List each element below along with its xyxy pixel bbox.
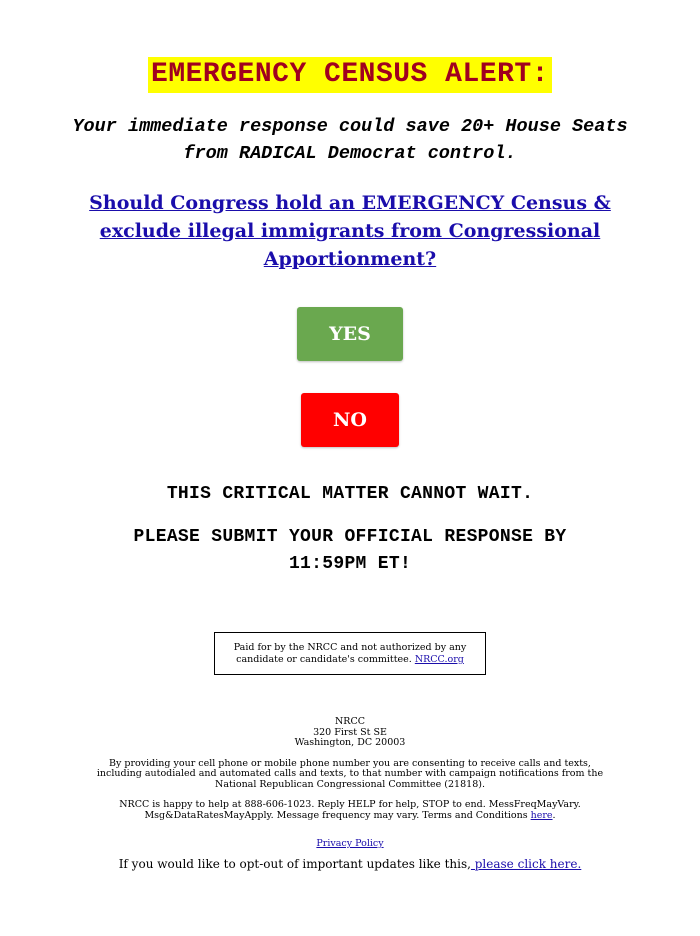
- paid-for-disclaimer: [214, 632, 486, 675]
- period: .: [552, 809, 556, 821]
- privacy-policy-link[interactable]: Privacy Policy: [316, 838, 384, 849]
- deadline-line: PLEASE SUBMIT YOUR OFFICIAL RESPONSE BY 11:59PM ET!: [133, 527, 567, 574]
- mailing-address: [0, 717, 700, 749]
- city-address: Washington, DC 20003: [294, 737, 406, 748]
- unsubscribe-link[interactable]: please click here.: [470, 856, 582, 871]
- street-address: 320 First St SE: [313, 726, 387, 738]
- urgency-line: THIS CRITICAL MATTER CANNOT WAIT.: [166, 484, 534, 504]
- question-link[interactable]: Should Congress hold an EMERGENCY Census & exclude illegal immigrants from Congressional Apportionment?: [89, 192, 611, 270]
- alert-subtitle: Your immediate response could save 20+ House Seats from RADICAL Democrat control.: [72, 116, 628, 164]
- privacy-row: [0, 839, 700, 850]
- sms-help-text: [115, 800, 585, 821]
- org-name: NRCC: [334, 716, 365, 727]
- disclaimer-text: Paid for by the NRCC and not authorized by any candidate or candidate's committee.: [233, 642, 467, 665]
- sms-consent-text: By providing your cell phone or mobile phone number you are consenting to receive calls and texts, including autodialed and automated calls and texts, to that number with campaign notifications from the National Republican Congressional Committee (21818).: [96, 757, 604, 790]
- terms-link[interactable]: here: [530, 809, 553, 821]
- optout-text: If you would like to opt-out of important updates like this,: [118, 856, 471, 871]
- optout-row: [0, 857, 700, 871]
- yes-button[interactable]: YES: [297, 307, 403, 361]
- alert-title: EMERGENCY CENSUS ALERT:: [148, 57, 552, 93]
- no-button[interactable]: NO: [301, 393, 399, 447]
- help-text: NRCC is happy to help at 888-606-1023. Reply HELP for help, STOP to end. MessFreqMayVary. Msg&DataRatesMayApply. Message frequency may vary. Terms and Conditions: [119, 799, 581, 821]
- nrcc-link[interactable]: NRCC.org: [414, 654, 464, 665]
